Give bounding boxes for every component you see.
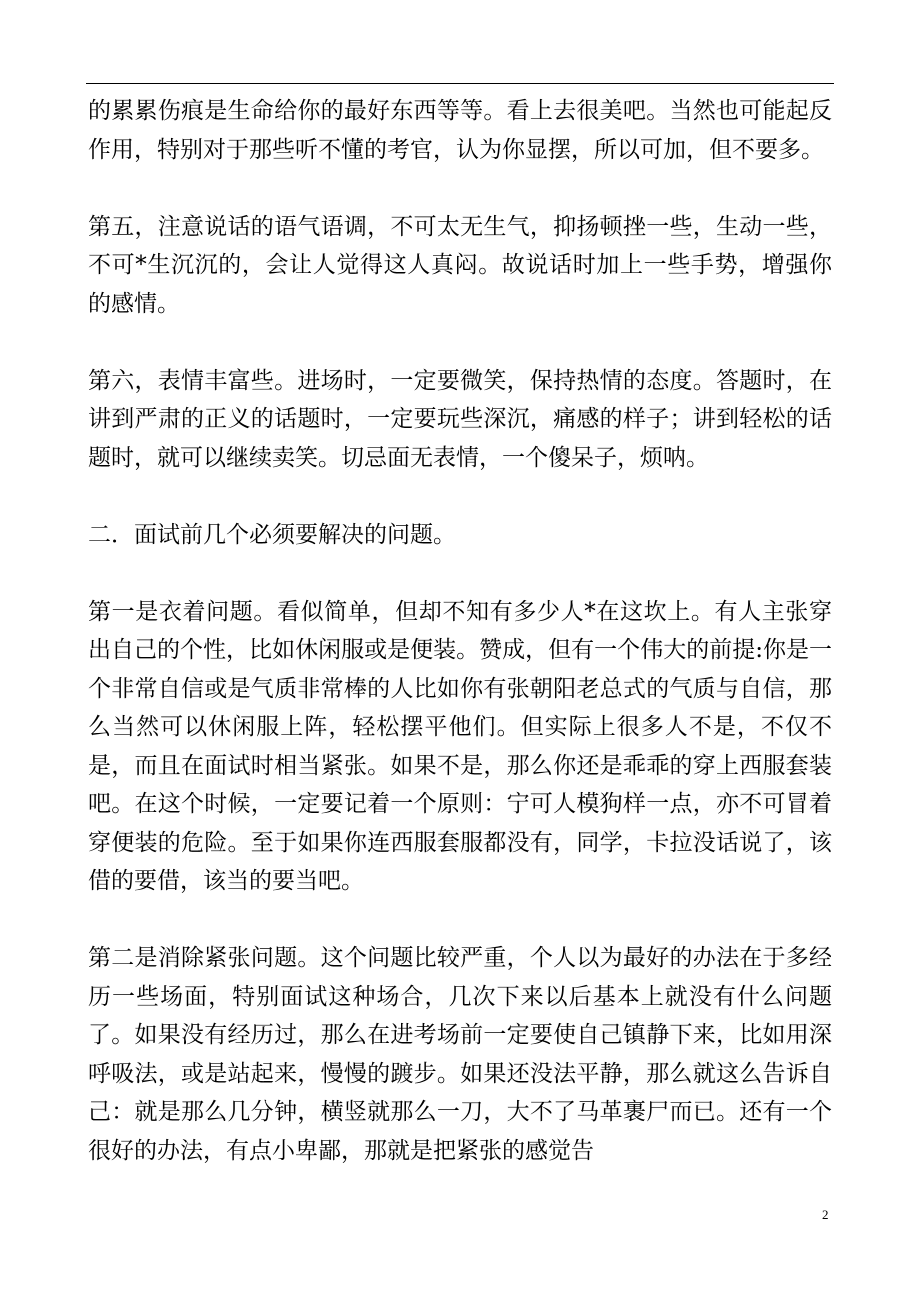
paragraph-1: 的累累伤痕是生命给你的最好东西等等。看上去很美吧。当然也可能起反作用，特别对于那些听不懂的考官，认为你显摆，所以可加，但不要多。 <box>88 98 832 163</box>
page-number: 2 <box>822 1207 829 1222</box>
header-rule <box>86 83 834 84</box>
paragraph-5: 第二是消除紧张问题。这个问题比较严重，个人以为最好的办法在于多经历一些场面，特别面试这种场合，几次下来以后基本上就没有什么问题了。如果没有经历过，那么在进考场前一定要使自己镇静下来，比如用深呼吸法，或是站起来，慢慢的踱步。如果还没法平静，那么就这么告诉自己：就是那么几分钟，横竖就那么一刀，大不了马革裹尸而已。还有一个很好的办法，有点小卑鄙，那就是把紧张的感觉告 <box>88 945 832 1164</box>
paragraph-4: 第一是衣着问题。看似简单，但却不知有多少人*在这坎上。有人主张穿出自己的个性，比如休闲服或是便装。赞成，但有一个伟大的前提:你是一个非常自信或是气质非常棒的人比如你有张朝阳老总式的气质与自信，那么当然可以休闲服上阵，轻松摆平他们。但实际上很多人不是，不仅不是，而且在面试时相当紧张。如果不是，那么你还是乖乖的穿上西服套装吧。在这个时候，一定要记着一个原则：宁可人模狗样一点，亦不可冒着穿便装的危险。至于如果你连西服套服都没有，同学，卡拉没话说了，该借的要借，该当的要当吧。 <box>88 598 832 894</box>
body-text <box>88 92 832 1209</box>
paragraph-3: 第六，表情丰富些。进场时，一定要微笑，保持热情的态度。答题时，在讲到严肃的正义的话题时，一定要玩些深沉，痛感的样子；讲到轻松的话题时，就可以继续卖笑。切忌面无表情，一个傻呆子，烦呐。 <box>88 367 832 471</box>
section-heading: 二．面试前几个必须要解决的问题。 <box>88 521 456 548</box>
paragraph-2: 第五，注意说话的语气语调，不可太无生气，抑扬顿挫一些，生动一些，不可*生沉沉的，会让人觉得这人真闷。故说话时加上一些手势，增强你的感情。 <box>88 213 832 317</box>
